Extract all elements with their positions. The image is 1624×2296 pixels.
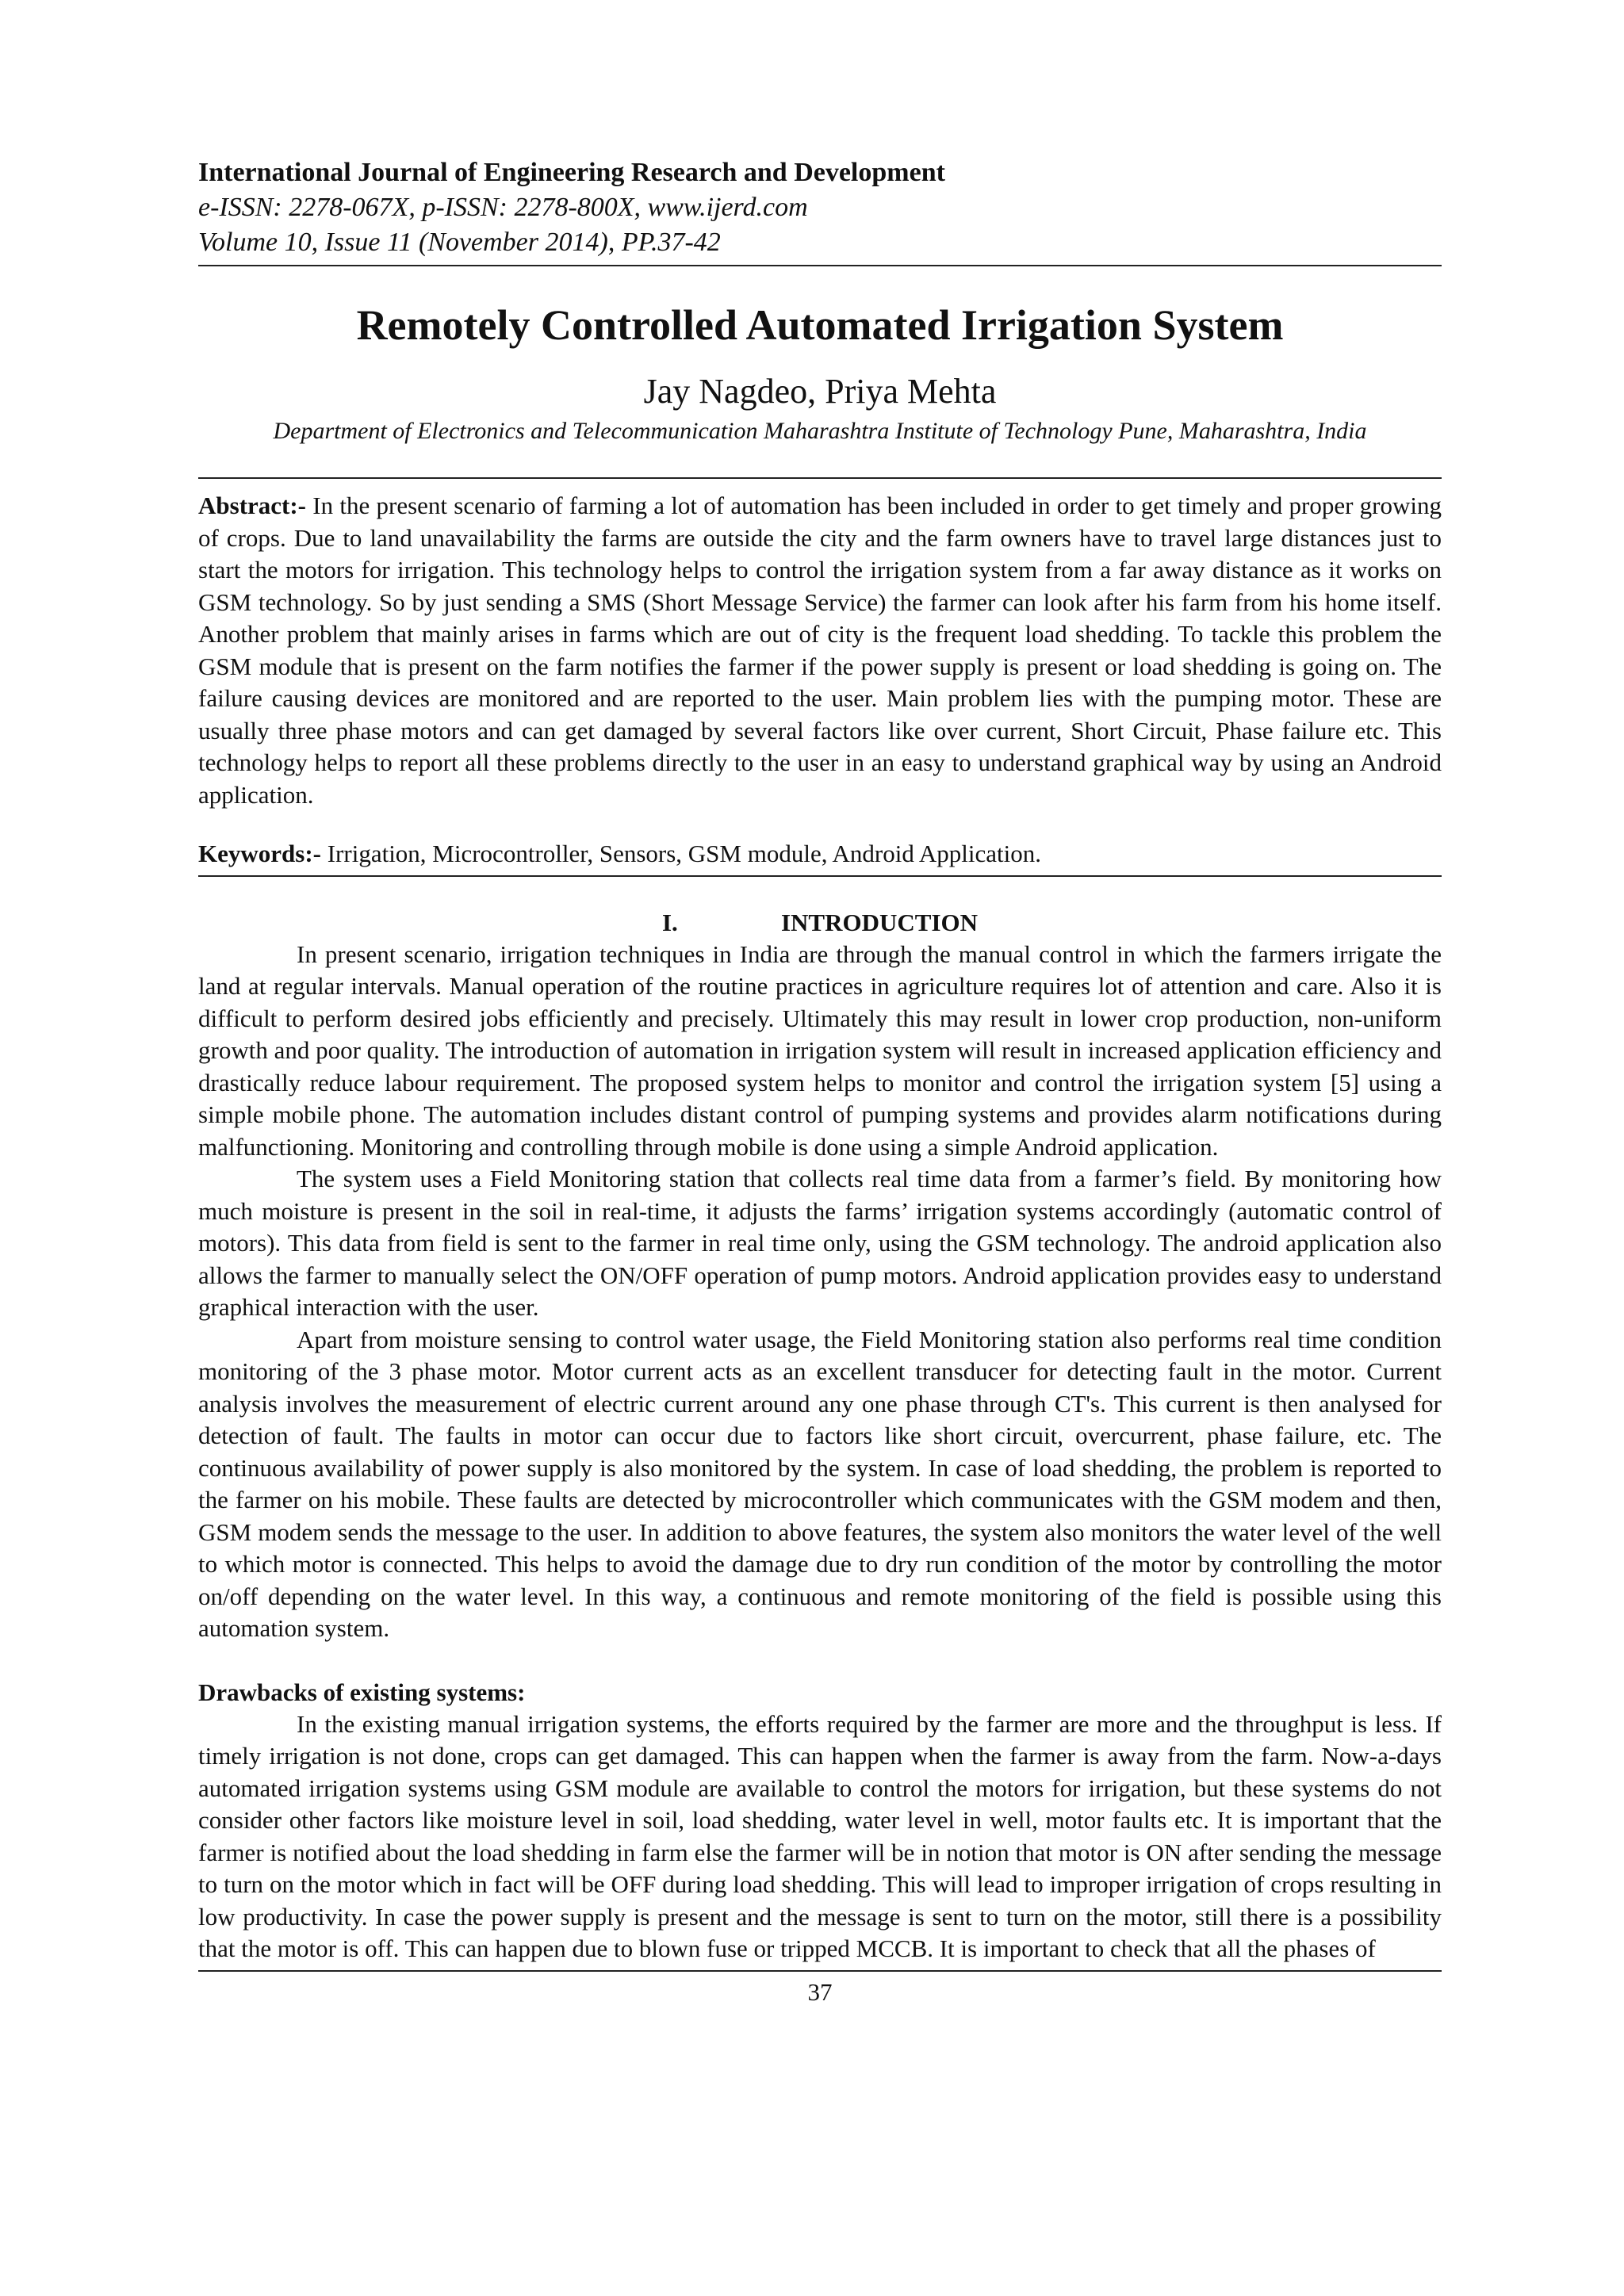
intro-paragraph-3: Apart from moisture sensing to control water usage, the Field Monitoring station also performs real time condition monitoring of the 3 phase motor. Motor current acts as an excellent transducer for detecting fault in the motor. Current analysis involves the measurement of electric current around any one phase through CT's. This current is then analysed for detection of fault. The faults in motor can occur due to factors like short circuit, overcurrent, phase failure, etc. The continuous availability of power supply is also monitored by the system. In case of load shedding, the problem is reported to the farmer on his mobile. These faults are detected by microcontroller which communicates with the GSM modem and then, GSM modem sends the message to the user. In addition to above features, the system also monitors the water level of the well to which motor is connected. This helps to avoid the damage due to dry run condition of the motor by controlling the motor on/off depending on the water level. In this way, a continuous and remote monitoring of the field is possible using this automation system.: [198, 1325, 1442, 1642]
keywords-label: Keywords:-: [198, 840, 321, 867]
section-number: I.: [661, 908, 678, 936]
abstract-paragraph: [198, 490, 1442, 811]
section-title: INTRODUCTION: [780, 908, 979, 936]
paper-title: Remotely Controlled Automated Irrigation System: [356, 301, 1284, 349]
keywords-text: Irrigation, Microcontroller, Sensors, GSM module, Android Application.: [327, 840, 1041, 867]
page-number: 37: [807, 1977, 833, 2006]
section-heading-introduction: [198, 907, 1442, 939]
journal-name: International Journal of Engineering Research and Development: [198, 158, 945, 187]
journal-header: [198, 155, 1442, 266]
subheading-drawbacks: Drawbacks of existing systems:: [198, 1678, 526, 1706]
paper-authors: Jay Nagdeo, Priya Mehta: [643, 372, 997, 411]
author-affiliation: Department of Electronics and Telecommunication Maharashtra Institute of Technology Pune, Maharashtra, India: [273, 418, 1367, 444]
abstract-text: In the present scenario of farming a lot of automation has been included in order to get timely and proper growing of crops. Due to land unavailability the farms are outside the city and the farm owners have to travel large distances just to start the motors for irrigation. This technology helps to control the irrigation system from a far away distance as it works on GSM technology. So by just sending a SMS (Short Message Service) the farmer can look after his farm from his home itself. Another problem that mainly arises in farms which are out of city is the frequent load shedding. To tackle this problem the GSM module that is present on the farm notifies the farmer if the power supply is present or load shedding is going on. The failure causing devices are monitored and are reported to the user. Main problem lies with the pumping motor. These are usually three phase motors and can get damaged by several factors like over current, Short Circuit, Phase failure etc. This technology helps to report all these problems directly to the user in an easy to understand graphical way by using an Android application.: [198, 492, 1442, 809]
journal-issn: e-ISSN: 2278-067X, p-ISSN: 2278-800X, www.ijerd.com: [198, 193, 808, 222]
journal-volume: Volume 10, Issue 11 (November 2014), PP.37-42: [198, 228, 721, 257]
footer-rule: [198, 1970, 1442, 1972]
intro-paragraph-1: In present scenario, irrigation techniques in India are through the manual control in which the farmers irrigate the land at regular intervals. Manual operation of the routine practices in agriculture requires lot of attention and care. Also it is difficult to perform desired jobs efficiently and precisely. Ultimately this may result in lower crop production, non-uniform growth and poor quality. The introduction of automation in irrigation system will result in increased application efficiency and drastically reduce labour requirement. The proposed system helps to monitor and control the irrigation system [5] using a simple mobile phone. The automation includes distant control of pumping systems and provides alarm notifications during malfunctioning. Monitoring and controlling through mobile is done using a simple Android application.: [198, 939, 1442, 1161]
abstract: [198, 477, 1442, 811]
keywords-paragraph: [198, 838, 1442, 871]
paper-page: [198, 155, 1442, 2008]
keywords: [198, 838, 1442, 877]
abstract-label: Abstract:-: [198, 492, 307, 519]
intro-paragraph-2: The system uses a Field Monitoring station that collects real time data from a farmer’s field. By monitoring how much moisture is present in the soil in real-time, it adjusts the farms’ irrigation systems accordingly (automatic control of motors). This data from field is sent to the farmer in real time only, using the GSM technology. The android application also allows the farmer to manually select the ON/OFF operation of pump motors. Android application provides easy to understand graphical interaction with the user.: [198, 1165, 1442, 1321]
drawbacks-paragraph: In the existing manual irrigation systems, the efforts required by the farmer are more and the throughput is less. If timely irrigation is not done, crops can get damaged. This can happen when the farmer is away from the farm. Now-a-days automated irrigation systems using GSM module are available to control the motors for irrigation, but these systems do not consider other factors like moisture level in soil, load shedding, water level in well, motor faults etc. It is important that the farmer is notified about the load shedding in farm else the farmer will be in notion that motor is ON after sending the message to turn on the motor which in fact will be OFF during load shedding. This will lead to improper irrigation of crops resulting in low productivity. In case the power supply is present and the message is sent to turn on the motor, still there is a possibility that the motor is off. This can happen due to blown fuse or tripped MCCB. It is important to check that all the phases of: [198, 1709, 1442, 1962]
